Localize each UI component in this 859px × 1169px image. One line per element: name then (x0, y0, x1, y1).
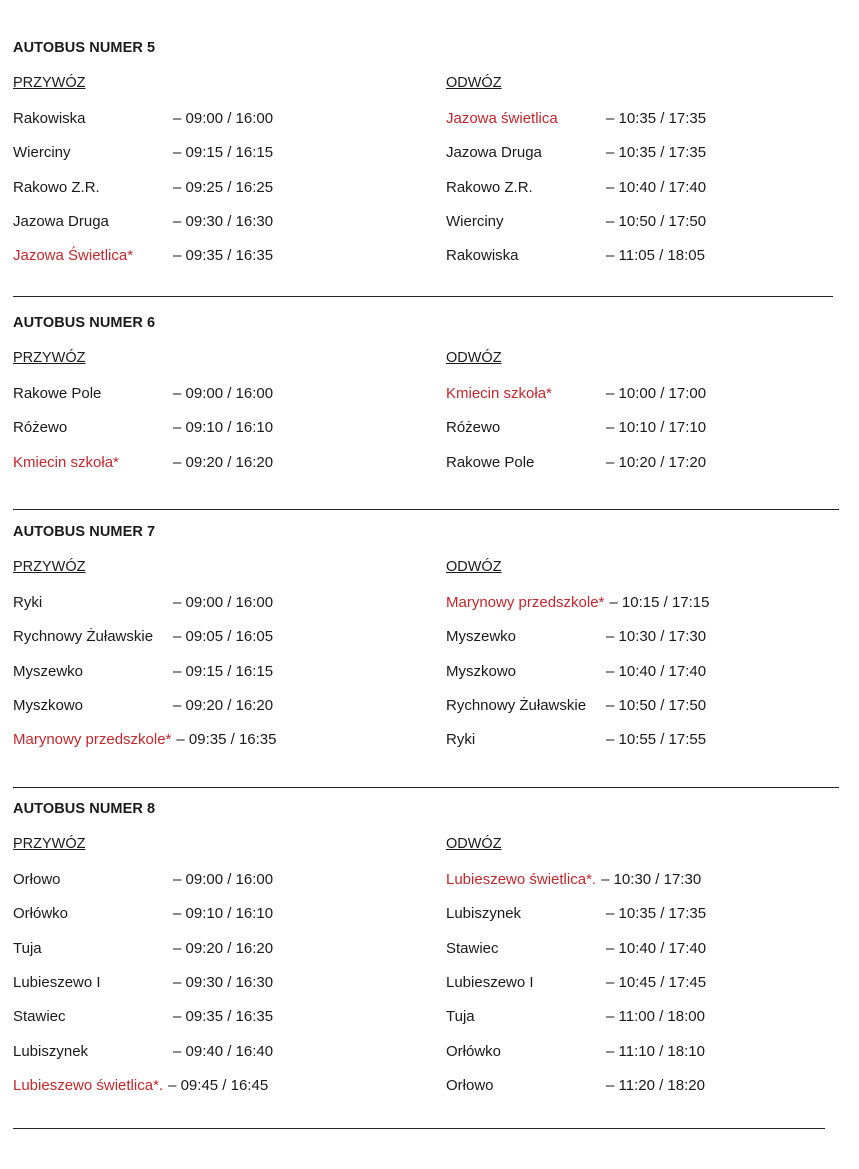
przywoz-heading: PRZYWÓZ (13, 350, 86, 366)
departure-times: – 10:20 / 17:20 (606, 453, 707, 471)
stop-name: Lubieszewo I (13, 973, 101, 991)
stop-name: Jazowa świetlica (446, 110, 558, 127)
przywoz-heading: PRZYWÓZ (13, 75, 86, 91)
timetable-row (13, 384, 333, 404)
stop-name: Rakowe Pole (446, 453, 535, 471)
departure-times: – 10:15 / 17:15 (609, 594, 710, 611)
departure-times: – 10:45 / 17:45 (606, 973, 707, 991)
stop-name: Jazowa Świetlica* (13, 247, 134, 265)
departure-times: – 11:05 / 18:05 (606, 247, 705, 265)
stop-name: Myszewko (13, 662, 84, 680)
timetable-row (13, 143, 333, 163)
stop-name: Wierciny (446, 212, 504, 230)
departure-times: – 10:35 / 17:35 (606, 905, 707, 923)
stop-name: Wierciny (13, 144, 71, 162)
timetable-row (446, 1076, 766, 1096)
stop-name: Ryki (13, 594, 43, 611)
timetable-row (13, 212, 333, 232)
departure-times: – 09:15 / 16:15 (173, 662, 274, 680)
stop-name: Stawiec (446, 939, 499, 957)
departure-times: – 10:50 / 17:50 (606, 696, 707, 714)
stop-name: Rychnowy Żuławskie (446, 696, 587, 714)
stop-name: Rakowo Z.R. (13, 178, 100, 196)
stop-name: Lubieszewo świetlica*. (13, 1076, 164, 1094)
section-title: AUTOBUS NUMER 7 (13, 524, 156, 540)
departure-times: – 10:40 / 17:40 (606, 662, 707, 680)
timetable-row (446, 627, 766, 647)
timetable-row (13, 904, 333, 924)
stop-name: Ryki (446, 731, 476, 749)
stop-name: Różewo (13, 419, 68, 437)
bus-section (0, 524, 859, 824)
timetable-row (446, 973, 766, 993)
departure-times: – 09:35 / 16:35 (173, 1008, 274, 1026)
departure-times: – 09:40 / 16:40 (173, 1042, 274, 1060)
stop-name: Myszewko (446, 628, 517, 646)
timetable-row (13, 178, 333, 198)
timetable-row (446, 870, 766, 890)
stop-name: Lubiszynek (446, 905, 522, 923)
stop-name: Rakowiska (446, 247, 519, 265)
stop-name: Marynowy przedszkole* (13, 731, 172, 749)
departure-times: – 10:10 / 17:10 (606, 419, 707, 437)
odwoz-heading: ODWÓZ (446, 350, 502, 366)
stop-name: Lubieszewo I (446, 973, 534, 991)
stop-name: Kmiecin szkoła* (13, 453, 119, 471)
przywoz-heading: PRZYWÓZ (13, 559, 86, 575)
departure-times: – 10:40 / 17:40 (606, 178, 707, 196)
section-divider (13, 296, 833, 297)
stop-name: Rychnowy Żuławskie (13, 628, 154, 646)
odwoz-heading: ODWÓZ (446, 836, 502, 852)
stop-name: Myszkowo (13, 696, 84, 714)
timetable-row (13, 453, 333, 473)
odwoz-heading: ODWÓZ (446, 559, 502, 575)
departure-times: – 10:00 / 17:00 (606, 385, 707, 402)
stop-name: Lubiszynek (13, 1042, 89, 1060)
stop-name: Orłówko (13, 905, 69, 923)
timetable-row (446, 730, 766, 750)
bus-section (0, 801, 859, 1101)
departure-times: – 09:00 / 16:00 (173, 110, 274, 127)
departure-times: – 11:10 / 18:10 (606, 1042, 705, 1060)
timetable-row (13, 1076, 333, 1096)
section-divider (13, 509, 839, 510)
departure-times: – 10:40 / 17:40 (606, 939, 707, 957)
stop-name: Orłowo (13, 871, 61, 888)
departure-times: – 09:00 / 16:00 (173, 594, 274, 611)
timetable-row (13, 627, 333, 647)
stop-name: Tuja (446, 1008, 475, 1026)
departure-times: – 09:35 / 16:35 (176, 731, 277, 749)
departure-times: – 09:45 / 16:45 (168, 1076, 269, 1094)
timetable-row (13, 973, 333, 993)
timetable-row (13, 730, 333, 750)
departure-times: – 09:20 / 16:20 (173, 696, 274, 714)
timetable-row (446, 662, 766, 682)
timetable-row (13, 662, 333, 682)
stop-name: Myszkowo (446, 662, 517, 680)
timetable-row (446, 696, 766, 716)
timetable-row (13, 593, 333, 613)
departure-times: – 09:15 / 16:15 (173, 144, 274, 162)
timetable-row (446, 939, 766, 959)
stop-name: Marynowy przedszkole* (446, 594, 605, 611)
departure-times: – 09:25 / 16:25 (173, 178, 274, 196)
przywoz-heading: PRZYWÓZ (13, 836, 86, 852)
timetable-row (446, 212, 766, 232)
stop-name: Orłowo (446, 1076, 494, 1094)
stop-name: Różewo (446, 419, 501, 437)
stop-name: Tuja (13, 939, 42, 957)
departure-times: – 09:20 / 16:20 (173, 939, 274, 957)
departure-times: – 10:30 / 17:30 (601, 871, 702, 888)
timetable-row (446, 1042, 766, 1062)
departure-times: – 09:05 / 16:05 (173, 628, 274, 646)
timetable-row (446, 593, 766, 613)
departure-times: – 11:20 / 18:20 (606, 1076, 705, 1094)
departure-times: – 10:30 / 17:30 (606, 628, 707, 646)
departure-times: – 09:00 / 16:00 (173, 385, 274, 402)
stop-name: Rakowo Z.R. (446, 178, 533, 196)
timetable-row (446, 384, 766, 404)
timetable-row (446, 109, 766, 129)
departure-times: – 09:10 / 16:10 (173, 419, 274, 437)
timetable-row (13, 870, 333, 890)
timetable-row (446, 1007, 766, 1027)
departure-times: – 09:35 / 16:35 (173, 247, 274, 265)
section-title: AUTOBUS NUMER 8 (13, 801, 156, 817)
timetable-row (446, 418, 766, 438)
departure-times: – 10:35 / 17:35 (606, 144, 707, 162)
departure-times: – 10:55 / 17:55 (606, 731, 707, 749)
departure-times: – 09:30 / 16:30 (173, 973, 274, 991)
section-title: AUTOBUS NUMER 5 (13, 40, 156, 56)
departure-times: – 09:00 / 16:00 (173, 871, 274, 888)
timetable-row (13, 939, 333, 959)
departure-times: – 09:10 / 16:10 (173, 905, 274, 923)
stop-name: Stawiec (13, 1008, 66, 1026)
timetable-row (13, 1042, 333, 1062)
stop-name: Rakowiska (13, 110, 86, 127)
timetable-row (446, 143, 766, 163)
departure-times: – 09:20 / 16:20 (173, 453, 274, 471)
timetable-row (446, 453, 766, 473)
departure-times: – 10:35 / 17:35 (606, 110, 707, 127)
departure-times: – 10:50 / 17:50 (606, 212, 707, 230)
bus-section (0, 40, 859, 340)
timetable-row (446, 178, 766, 198)
stop-name: Rakowe Pole (13, 385, 102, 402)
timetable-row (13, 246, 333, 266)
timetable-row (13, 696, 333, 716)
timetable-row (13, 418, 333, 438)
departure-times: – 09:30 / 16:30 (173, 212, 274, 230)
timetable-row (13, 1007, 333, 1027)
stop-name: Kmiecin szkoła* (446, 385, 552, 402)
odwoz-heading: ODWÓZ (446, 75, 502, 91)
timetable-row (446, 246, 766, 266)
stop-name: Orłówko (446, 1042, 502, 1060)
stop-name: Jazowa Druga (13, 212, 109, 230)
section-divider (13, 1128, 825, 1129)
section-title: AUTOBUS NUMER 6 (13, 315, 156, 331)
timetable-row (446, 904, 766, 924)
section-divider (13, 787, 839, 788)
stop-name: Lubieszewo świetlica*. (446, 871, 597, 888)
departure-times: – 11:00 / 18:00 (606, 1008, 705, 1026)
timetable-row (13, 109, 333, 129)
stop-name: Jazowa Druga (446, 144, 542, 162)
